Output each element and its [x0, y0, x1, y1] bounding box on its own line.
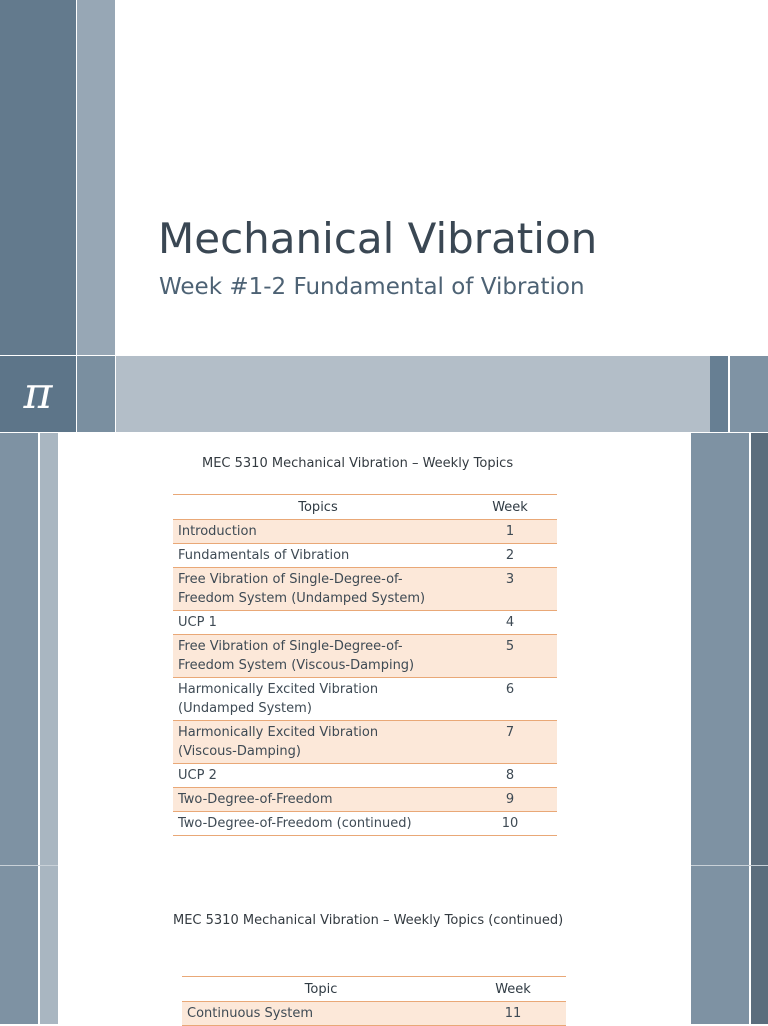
topic-text-line2: (Undamped System) — [178, 701, 312, 716]
topic-text: Harmonically Excited Vibration — [178, 725, 379, 740]
logo-tile — [0, 356, 76, 432]
column-header-topic: Topic — [182, 977, 460, 1002]
topic-cell — [173, 678, 463, 721]
topic-text: Harmonically Excited Vibration — [178, 682, 379, 697]
table-row — [173, 635, 557, 678]
topic-text: Fundamentals of Vibration — [178, 548, 350, 563]
table-header-row — [173, 495, 557, 520]
table-row — [173, 544, 557, 568]
weekly-topics-continued-table — [182, 976, 566, 1026]
table-row — [173, 611, 557, 635]
decor-band-main — [116, 356, 710, 432]
decor-bar-dark — [0, 0, 76, 355]
week-cell: 8 — [463, 764, 557, 788]
topic-cell — [173, 812, 463, 836]
table2-caption: MEC 5310 Mechanical Vibration – Weekly Topics (continued) — [173, 913, 564, 928]
topic-cell — [173, 635, 463, 678]
topic-cell — [173, 764, 463, 788]
table-row — [173, 788, 557, 812]
week-cell: 4 — [463, 611, 557, 635]
week-cell: 2 — [463, 544, 557, 568]
table-header-row — [182, 977, 566, 1002]
table-row — [173, 721, 557, 764]
topic-text: Free Vibration of Single-Degree-of- — [178, 572, 403, 587]
topic-text: Two-Degree-of-Freedom (continued) — [178, 816, 412, 831]
table-row — [173, 678, 557, 721]
topic-text: Two-Degree-of-Freedom — [178, 792, 333, 807]
page-subtitle: Week #1-2 Fundamental of Vibration — [159, 274, 585, 300]
decor-side-left-outer — [0, 433, 38, 1024]
week-cell: 6 — [463, 678, 557, 721]
topic-cell — [173, 611, 463, 635]
column-header-topics: Topics — [173, 495, 463, 520]
topic-cell — [182, 1002, 460, 1026]
decor-bar-light — [77, 0, 115, 355]
topic-cell — [173, 544, 463, 568]
column-header-week: Week — [460, 977, 566, 1002]
topic-text: Introduction — [178, 524, 257, 539]
topic-text-line2: Freedom System (Viscous-Damping) — [178, 658, 415, 673]
pi-icon: π — [23, 368, 53, 419]
week-cell: 1 — [463, 520, 557, 544]
topic-cell — [173, 788, 463, 812]
page-title: Mechanical Vibration — [158, 214, 598, 263]
week-cell: 10 — [463, 812, 557, 836]
weekly-topics-table — [173, 494, 557, 836]
week-cell: 7 — [463, 721, 557, 764]
table-row — [173, 520, 557, 544]
decor-side-right-outer — [751, 433, 768, 1024]
decor-band-right-2 — [730, 356, 768, 432]
column-header-week: Week — [463, 495, 557, 520]
topic-text: Continuous System — [187, 1006, 314, 1021]
table-row — [182, 1002, 566, 1026]
topic-text: UCP 2 — [178, 768, 217, 783]
topic-cell — [173, 721, 463, 764]
decor-band-right-1 — [710, 356, 728, 432]
decor-side-right-inner — [691, 433, 749, 1024]
topic-text: Free Vibration of Single-Degree-of- — [178, 639, 403, 654]
topic-text-line2: Freedom System (Undamped System) — [178, 591, 426, 606]
topic-text: UCP 1 — [178, 615, 217, 630]
decor-divider-left — [0, 865, 58, 866]
table-row — [173, 812, 557, 836]
topic-cell — [173, 568, 463, 611]
week-cell: 5 — [463, 635, 557, 678]
decor-divider-right — [691, 865, 768, 866]
table-row — [173, 764, 557, 788]
topic-cell — [173, 520, 463, 544]
decor-band-mid — [77, 356, 115, 432]
decor-side-left-inner — [40, 433, 58, 1024]
table-row — [173, 568, 557, 611]
table1-caption: MEC 5310 Mechanical Vibration – Weekly Topics — [202, 456, 514, 471]
week-cell: 3 — [463, 568, 557, 611]
week-cell: 9 — [463, 788, 557, 812]
week-cell: 11 — [460, 1002, 566, 1026]
topic-text-line2: (Viscous-Damping) — [178, 744, 301, 759]
